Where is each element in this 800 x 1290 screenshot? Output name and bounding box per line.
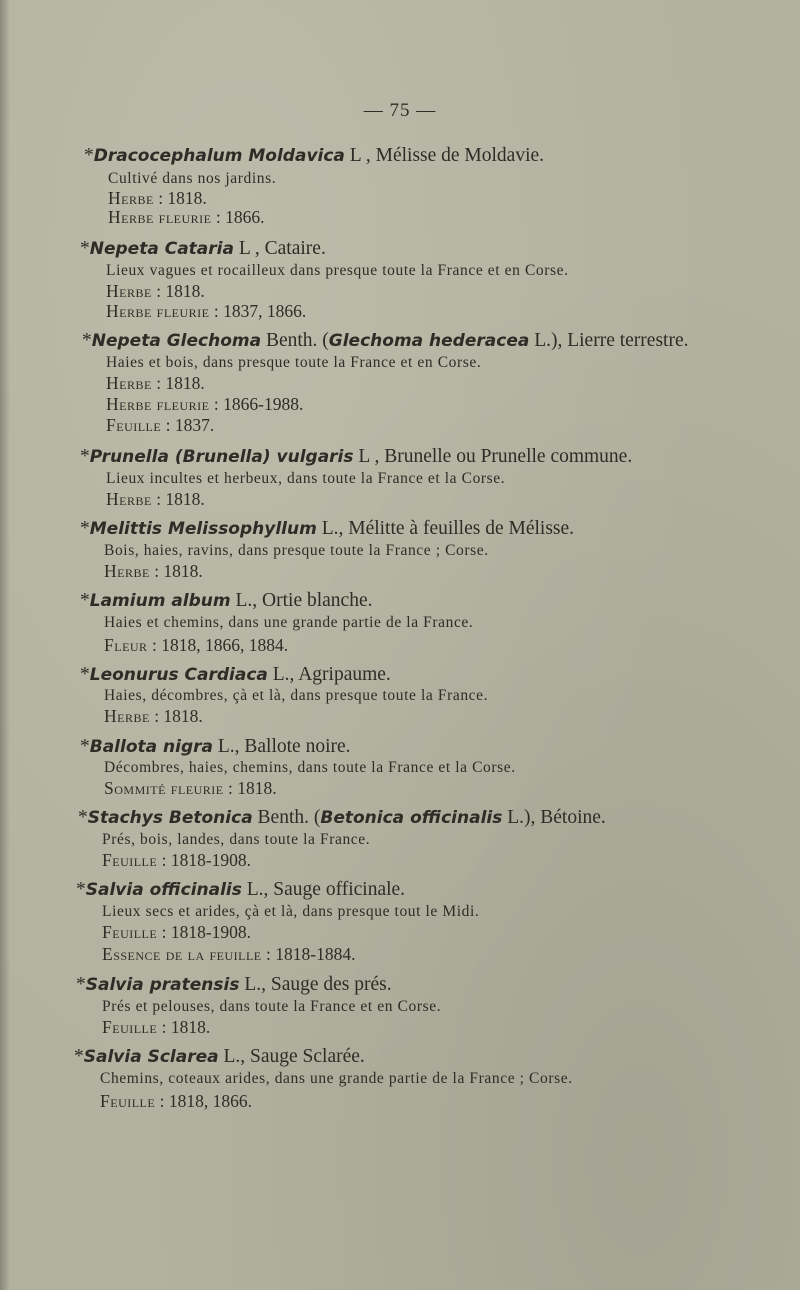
plant-part: Herbe [104,561,150,581]
entry-title [80,736,351,758]
usage-line [104,635,288,656]
usage-line [106,415,214,436]
usage-dates: : 1866-1988. [209,394,304,414]
plant-part: Herbe fleurie [106,301,210,321]
latin-name: Salvia officinalis [85,880,242,900]
usage-line [106,489,205,510]
latin-name: Ballota nigra [89,737,213,757]
author-common-name: L., Agripaume. [267,664,391,685]
asterisk-mark: * [76,879,86,900]
latin-name: Nepeta Glechoma [91,331,262,351]
usage-line [106,281,205,302]
asterisk-mark: * [80,518,90,539]
latin-synonym: Betonica officinalis [320,808,503,828]
habitat-text: Haies, décombres, çà et là, dans presque toute la France. [104,687,489,704]
usage-line [106,394,303,415]
usage-line [102,850,251,871]
habitat-text: Lieux incultes et herbeux, dans toute la France et la Corse. [106,470,506,487]
latin-name: Salvia Sclarea [83,1047,219,1067]
author-common-name: L., Ortie blanche. [230,590,373,611]
usage-dates: : 1818, 1866, 1884. [147,635,289,655]
asterisk-mark: * [84,145,94,166]
entry-title [80,238,326,260]
asterisk-mark: * [80,446,90,467]
latin-name: Leonurus Cardiaca [89,665,268,685]
usage-line [102,944,355,965]
plant-part: Herbe [108,188,154,208]
author-common-name: L., Ballote noire. [212,736,351,757]
usage-dates: : 1818-1908. [157,850,252,870]
habitat-text: Cultivé dans nos jardins. [108,170,277,187]
usage-line [104,561,203,582]
author-common-name: L., Sauge officinale. [241,879,406,900]
entry-title [80,590,373,612]
asterisk-mark: * [74,1046,84,1067]
usage-dates: : 1818. [153,188,207,208]
latin-name: Lamium album [89,591,231,611]
entry-title [80,446,632,468]
entry-title [80,518,574,540]
plant-part: Herbe fleurie [108,207,212,227]
habitat-text: Haies et chemins, dans une grande partie de la France. [104,614,474,631]
entry-title [74,1046,365,1068]
entry-title [76,879,405,901]
asterisk-mark: * [80,736,90,757]
usage-dates: : 1818-1884. [261,944,356,964]
asterisk-mark: * [80,238,90,259]
asterisk-mark: * [82,330,92,351]
author-common-name: L , Cataire. [233,238,326,259]
plant-part: Feuille [102,850,158,870]
author-text: Benth. ( [261,330,329,351]
asterisk-mark: * [80,590,90,611]
usage-dates: : 1818. [157,1017,211,1037]
plant-part: Feuille [106,415,162,435]
author-common-name: L., Sauge Sclarée. [218,1046,365,1067]
habitat-text: Bois, haies, ravins, dans presque toute la France ; Corse. [104,542,489,559]
plant-part: Feuille [102,922,158,942]
usage-line [108,188,207,209]
entry-title [84,145,544,167]
plant-part: Herbe fleurie [106,394,210,414]
plant-part: Herbe [106,489,152,509]
binding-edge-shadow [0,0,10,1290]
asterisk-mark: * [76,974,86,995]
entry-title [80,664,391,686]
usage-line [102,1017,210,1038]
plant-part: Sommité fleurie [104,778,224,798]
author-common-name: L.), Bétoine. [502,807,606,828]
author-common-name: L.), Lierre terrestre. [529,330,689,351]
habitat-text: Décombres, haies, chemins, dans toute la France et la Corse. [104,759,516,776]
usage-line [106,301,306,322]
habitat-text: Lieux secs et arides, çà et là, dans presque tout le Midi. [102,903,480,920]
habitat-text: Prés, bois, landes, dans toute la France. [102,831,371,848]
entry-title [78,807,606,829]
usage-dates: : 1818-1908. [157,922,252,942]
plant-part: Fleur [104,635,148,655]
asterisk-mark: * [78,807,88,828]
entry-title [76,974,392,996]
usage-dates: : 1818. [151,281,205,301]
latin-name: Nepeta Cataria [89,239,234,259]
usage-dates: : 1818, 1866. [155,1091,252,1111]
habitat-text: Haies et bois, dans presque toute la France et en Corse. [106,354,482,371]
author-common-name: L., Sauge des prés. [239,974,392,995]
latin-name: Stachys Betonica [87,808,253,828]
page-number: — 75 — [363,100,437,121]
plant-part: Herbe [104,706,150,726]
usage-dates: : 1837. [161,415,215,435]
latin-name: Prunella (Brunella) vulgaris [89,447,354,467]
author-common-name: L , Mélisse de Moldavie. [344,145,545,166]
usage-dates: : 1866. [211,207,265,227]
usage-line [102,922,251,943]
usage-dates: : 1818. [151,489,205,509]
habitat-text: Lieux vagues et rocailleux dans presque toute la France et en Corse. [106,262,569,279]
latin-synonym: Glechoma hederacea [328,331,530,351]
latin-name: Salvia pratensis [85,975,240,995]
author-common-name: L., Mélitte à feuilles de Mélisse. [316,518,575,539]
usage-dates: : 1818. [149,706,203,726]
asterisk-mark: * [80,664,90,685]
author-common-name: L , Brunelle ou Prunelle commune. [353,446,633,467]
plant-part: Feuille [102,1017,158,1037]
usage-line [104,706,203,727]
latin-name: Dracocephalum Moldavica [93,146,345,166]
usage-line [108,207,265,228]
habitat-text: Chemins, coteaux arides, dans une grande partie de la France ; Corse. [100,1070,573,1087]
plant-part: Herbe [106,373,152,393]
usage-dates: : 1818. [151,373,205,393]
usage-line [106,373,205,394]
plant-part: Essence de la feuille [102,944,262,964]
entry-title [82,330,688,352]
usage-dates: : 1818. [149,561,203,581]
usage-line [104,778,277,799]
plant-part: Feuille [100,1091,156,1111]
author-text: Benth. ( [252,807,321,828]
habitat-text: Prés et pelouses, dans toute la France et en Corse. [102,998,442,1015]
latin-name: Melittis Melissophyllum [89,519,317,539]
usage-line [100,1091,252,1112]
plant-part: Herbe [106,281,152,301]
usage-dates: : 1818. [223,778,277,798]
usage-dates: : 1837, 1866. [209,301,307,321]
